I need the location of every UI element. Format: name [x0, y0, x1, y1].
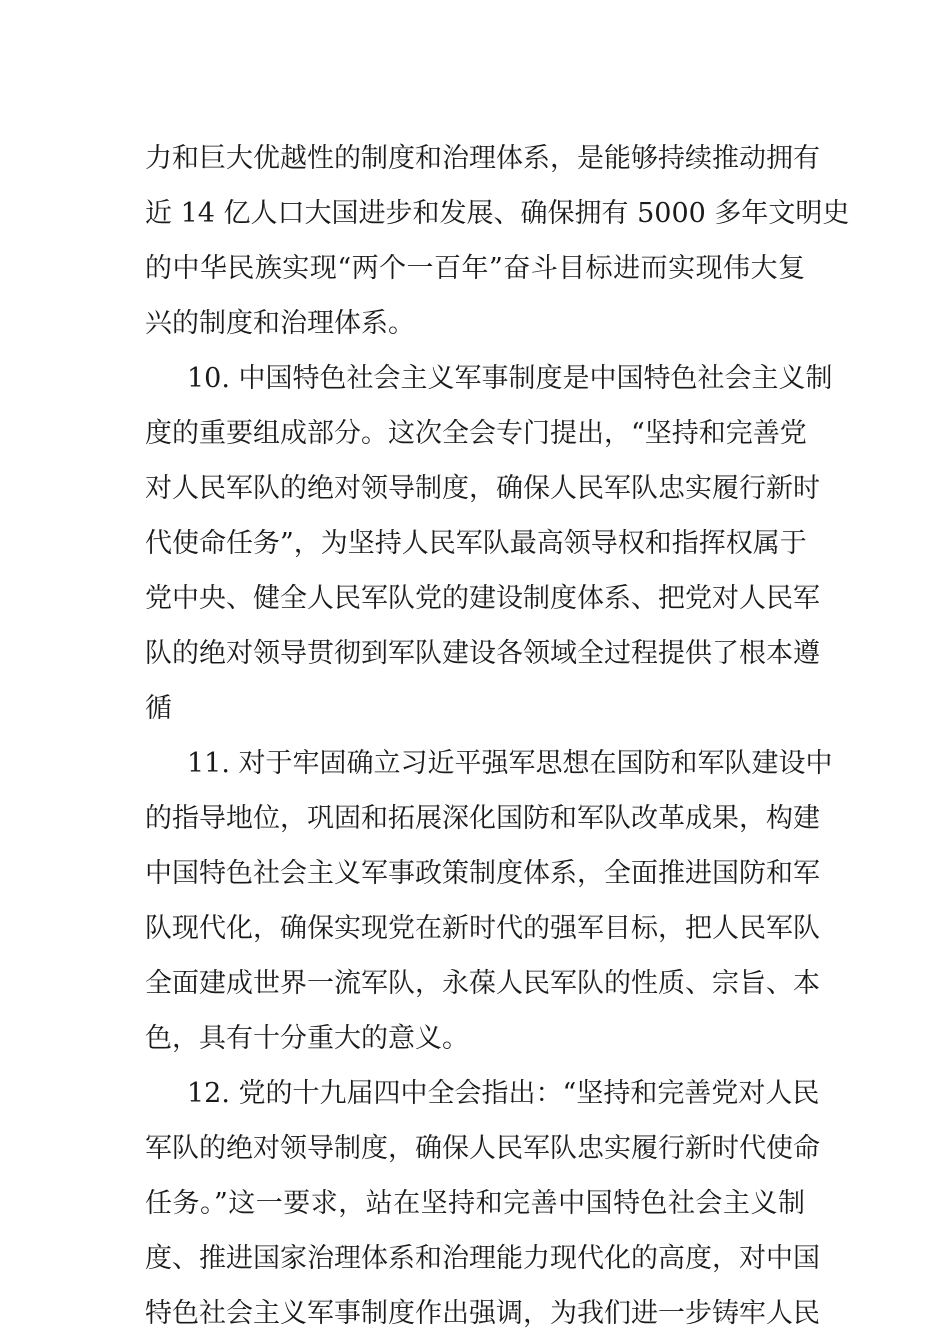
paragraph-11-first-line: 11. 对于牢固确立习近平强军思想在国防和军队建设中: [187, 748, 833, 779]
text-line: 中国特色社会主义军事政策制度体系，全面推进国防和军: [145, 858, 820, 889]
text-line: 党中央、健全人民军队党的建设制度体系、把党对人民军: [145, 583, 820, 614]
body-text: [145, 131, 850, 1341]
text-line: 代使命任务”，为坚持人民军队最高领导权和指挥权属于: [145, 528, 807, 559]
paragraph-12-first-line: 12. 党的十九届四中全会指出：“坚持和完善党对人民: [187, 1078, 820, 1109]
text-line: 特色社会主义军事制度作出强调，为我们进一步铸牢人民: [145, 1298, 820, 1329]
text-line: 近 14 亿人口大国进步和发展、确保拥有 5000 多年文明史: [145, 198, 850, 229]
text-line: 度的重要组成部分。这次全会专门提出，“坚持和完善党: [145, 418, 807, 449]
text-line: 队现代化，确保实现党在新时代的强军目标，把人民军队: [145, 913, 820, 944]
text-line: 度、推进国家治理体系和治理能力现代化的高度，对中国: [145, 1243, 820, 1274]
paragraph-10-first-line: 10. 中国特色社会主义军事制度是中国特色社会主义制: [187, 363, 833, 394]
text-line: 力和巨大优越性的制度和治理体系，是能够持续推动拥有: [145, 143, 820, 174]
text-line: 任务。”这一要求，站在坚持和完善中国特色社会主义制: [145, 1188, 805, 1219]
text-line: 队的绝对领导贯彻到军队建设各领域全过程提供了根本遵: [145, 638, 820, 669]
text-line: 兴的制度和治理体系。: [145, 308, 415, 339]
text-line: 色，具有十分重大的意义。: [145, 1023, 469, 1054]
text-line: 循: [145, 693, 172, 724]
text-line: 军队的绝对领导制度，确保人民军队忠实履行新时代使命: [145, 1133, 820, 1164]
text-line: 的指导地位，巩固和拓展深化国防和军队改革成果，构建: [145, 803, 820, 834]
text-line: 对人民军队的绝对领导制度，确保人民军队忠实履行新时: [145, 473, 820, 504]
text-line: 的中华民族实现“两个一百年”奋斗目标进而实现伟大复: [145, 253, 805, 284]
text-line: 全面建成世界一流军队，永葆人民军队的性质、宗旨、本: [145, 968, 820, 999]
